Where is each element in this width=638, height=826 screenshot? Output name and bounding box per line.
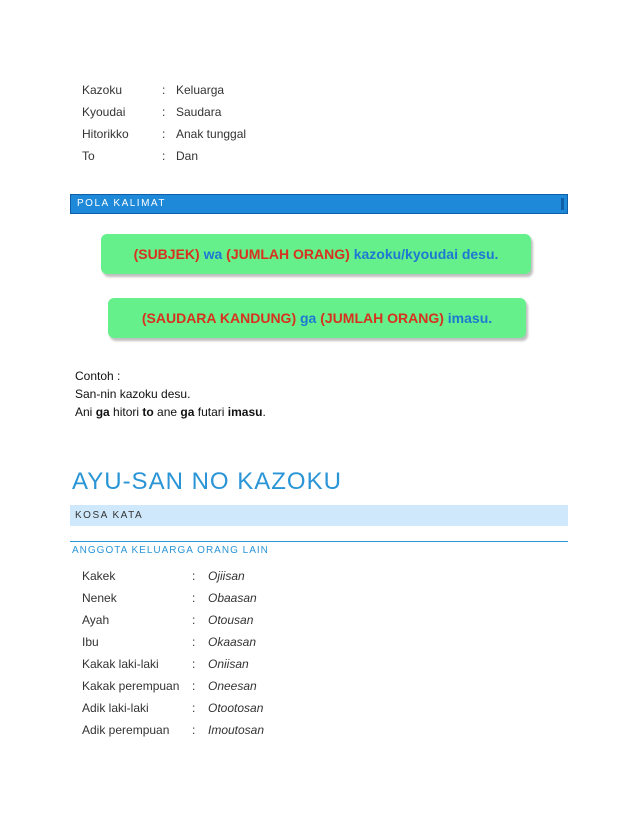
vocab-separator: : [192, 569, 196, 583]
pattern-ending: kazoku/kyoudai desu. [353, 246, 499, 262]
example-text: ane [153, 405, 181, 419]
vocab-term: Hitorikko [82, 127, 129, 141]
vocab-meaning: Okaasan [208, 635, 257, 649]
vocab-separator: : [192, 657, 196, 671]
vocab-meaning: Anak tunggal [176, 127, 247, 141]
pattern-subject: (SUBJEK) [133, 246, 200, 262]
vocab-meaning: Otousan [208, 613, 254, 627]
subheading-rule [70, 541, 568, 542]
section-header-label: POLA KALIMAT [77, 198, 166, 209]
vocab-meaning: Dan [176, 149, 199, 163]
vocab-term: Nenek [82, 591, 117, 605]
sentence-pattern-1 [101, 234, 531, 274]
vocab-meaning: Saudara [176, 105, 222, 119]
vocab-term: Kyoudai [82, 105, 126, 119]
sentence-pattern-2 [108, 298, 526, 338]
vocab-meaning: Ojiisan [208, 569, 245, 583]
vocab-meaning: Keluarga [176, 83, 225, 97]
example-verb: imasu [227, 405, 263, 419]
vocab-separator: : [192, 679, 196, 693]
example-line-1: San-nin kazoku desu. [75, 387, 191, 401]
example-particle: ga [180, 405, 195, 419]
vocab-term: To [82, 149, 95, 163]
header-accent [561, 198, 564, 210]
vocab-separator: : [162, 149, 166, 163]
example-text: . [262, 405, 266, 419]
example-text: Ani [75, 405, 96, 419]
section-header-kosa-kata: KOSA KATA [70, 505, 568, 526]
vocab-separator: : [192, 591, 196, 605]
vocab-meaning: Oneesan [208, 679, 257, 693]
section-title: AYU-SAN NO KAZOKU [72, 468, 342, 495]
vocab-term: Ibu [82, 635, 99, 649]
pattern-particle: wa [203, 246, 223, 262]
example-particle: ga [95, 405, 110, 419]
section-header-pola-kalimat [70, 194, 568, 214]
vocab-term: Ayah [82, 613, 110, 627]
pattern-count: (JUMLAH ORANG) [226, 246, 350, 262]
pattern-ending: imasu. [447, 310, 493, 326]
vocab-separator: : [192, 701, 196, 715]
subheading: ANGGOTA KELUARGA ORANG LAIN [72, 545, 269, 556]
example-label: Contoh : [75, 369, 121, 383]
vocab-separator: : [192, 723, 196, 737]
vocab-separator: : [192, 613, 196, 627]
example-particle: to [142, 405, 154, 419]
vocab-meaning: Obaasan [208, 591, 257, 605]
vocab-term: Kakak laki-laki [82, 657, 159, 671]
vocab-separator: : [192, 635, 196, 649]
example-text: hitori [109, 405, 143, 419]
vocab-separator: : [162, 127, 166, 141]
pattern-particle: ga [300, 310, 317, 326]
example-text: futari [194, 405, 228, 419]
vocab-meaning: Oniisan [208, 657, 249, 671]
pattern-count: (JUMLAH ORANG) [320, 310, 444, 326]
vocab-meaning: Imoutosan [208, 723, 265, 737]
vocab-meaning: Otootosan [208, 701, 264, 715]
pattern-subject: (SAUDARA KANDUNG) [141, 310, 297, 326]
vocab-separator: : [162, 105, 166, 119]
vocab-separator: : [162, 83, 166, 97]
vocab-term: Adik perempuan [82, 723, 170, 737]
vocab-term: Adik laki-laki [82, 701, 149, 715]
vocab-term: Kakek [82, 569, 116, 583]
vocab-term: Kakak perempuan [82, 679, 180, 693]
vocab-term: Kazoku [82, 83, 123, 97]
example-line-2 [75, 404, 266, 420]
